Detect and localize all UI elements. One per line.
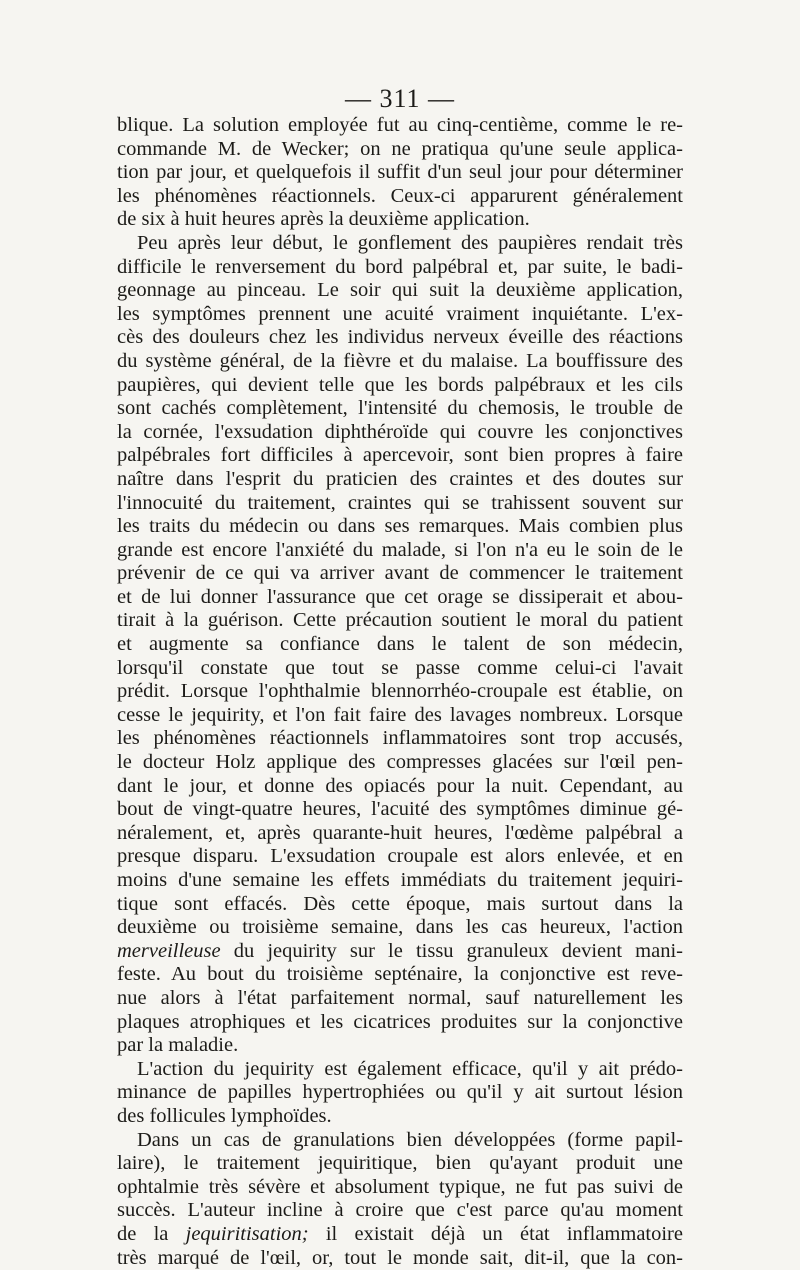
text-line: des follicules lymphoïdes. <box>117 1105 683 1129</box>
text-line: Peu après leur début, le gonflement des paupières rendait très <box>117 232 683 256</box>
text-line: sont cachés complètement, l'intensité du chemosis, le trouble de <box>117 397 683 421</box>
text-line: deuxième ou troisième semaine, dans les cas heureux, l'action <box>117 916 683 940</box>
text-line: commande M. de Wecker; on ne pratiqua qu'une seule applica- <box>117 138 683 162</box>
text-line: le docteur Holz applique des compresses glacées sur l'œil pen- <box>117 751 683 775</box>
text-line: succès. L'auteur incline à croire que c'est parce qu'au moment <box>117 1199 683 1223</box>
text-line: l'innocuité du traitement, craintes qui se trahissent souvent sur <box>117 492 683 516</box>
text-line: cesse le jequirity, et l'on fait faire des lavages nombreux. Lorsque <box>117 704 683 728</box>
text-line: L'action du jequirity est également efficace, qu'il y ait prédo- <box>117 1058 683 1082</box>
text-line: tion par jour, et quelquefois il suffit d'un seul jour pour déterminer <box>117 161 683 185</box>
text-line: blique. La solution employée fut au cinq-centième, comme le re- <box>117 114 683 138</box>
text-line: feste. Au bout du troisième septénaire, la conjonctive est reve- <box>117 963 683 987</box>
text-line: tirait à la guérison. Cette précaution soutient le moral du patient <box>117 609 683 633</box>
text-line: nue alors à l'état parfaitement normal, sauf naturellement les <box>117 987 683 1011</box>
text-line: laire), le traitement jequiritique, bien qu'ayant produit une <box>117 1152 683 1176</box>
text-line: naître dans l'esprit du praticien des craintes et des doutes sur <box>117 468 683 492</box>
text-line: difficile le renversement du bord palpébral et, par suite, le badi- <box>117 256 683 280</box>
text-line: cès des douleurs chez les individus nerveux éveille des réactions <box>117 326 683 350</box>
page-body <box>117 114 683 1270</box>
text-line: Dans un cas de granulations bien développées (forme papil- <box>117 1129 683 1153</box>
text-line: les symptômes prennent une acuité vraiment inquiétante. L'ex- <box>117 303 683 327</box>
italic-word: merveilleuse <box>117 940 221 962</box>
text-line: paupières, qui devient telle que les bords palpébraux et les cils <box>117 374 683 398</box>
text-line: par la maladie. <box>117 1034 683 1058</box>
text-line: les phénomènes réactionnels. Ceux-ci apparurent généralement <box>117 185 683 209</box>
text-line: minance de papilles hypertrophiées ou qu'il y ait surtout lésion <box>117 1081 683 1105</box>
text-line: du système général, de la fièvre et du malaise. La bouffissure des <box>117 350 683 374</box>
text-line: bout de vingt-quatre heures, l'acuité des symptômes diminue gé- <box>117 798 683 822</box>
text-line: ophtalmie très sévère et absolument typique, ne fut pas suivi de <box>117 1176 683 1200</box>
text-line: très marqué de l'œil, or, tout le monde sait, dit-il, que la con- <box>117 1247 683 1270</box>
text-line: néralement, et, après quarante-huit heures, l'œdème palpébral a <box>117 822 683 846</box>
text-line: grande est encore l'anxiété du malade, si l'on n'a eu le soin de le <box>117 539 683 563</box>
text-line: presque disparu. L'exsudation croupale est alors enlevée, et en <box>117 845 683 869</box>
text-line: de la jequiritisation; il existait déjà un état inflammatoire <box>117 1223 683 1247</box>
text-line: prédit. Lorsque l'ophthalmie blennorrhéo-croupale est établie, on <box>117 680 683 704</box>
text-line: les phénomènes réactionnels inflammatoires sont trop accusés, <box>117 727 683 751</box>
text-line: tique sont effacés. Dès cette époque, mais surtout dans la <box>117 893 683 917</box>
text-line: merveilleuse du jequirity sur le tissu granuleux devient mani- <box>117 940 683 964</box>
text-line: palpébrales fort difficiles à apercevoir, sont bien propres à faire <box>117 444 683 468</box>
italic-word: jequiritisation; <box>186 1223 309 1245</box>
text-line: de six à huit heures après la deuxième application. <box>117 208 683 232</box>
page-number: — 311 — <box>0 84 800 114</box>
text-line: les traits du médecin ou dans ses remarques. Mais combien plus <box>117 515 683 539</box>
text-line: moins d'une semaine les effets immédiats du traitement jequiri- <box>117 869 683 893</box>
text-line: et augmente sa confiance dans le talent de son médecin, <box>117 633 683 657</box>
text-line: dant le jour, et donne des opiacés pour la nuit. Cependant, au <box>117 775 683 799</box>
text-line: prévenir de ce qui va arriver avant de commencer le traitement <box>117 562 683 586</box>
text-line: et de lui donner l'assurance que cet orage se dissiperait et abou- <box>117 586 683 610</box>
text-line: plaques atrophiques et les cicatrices produites sur la conjonctive <box>117 1011 683 1035</box>
text-line: lorsqu'il constate que tout se passe comme celui-ci l'avait <box>117 657 683 681</box>
text-line: geonnage au pinceau. Le soir qui suit la deuxième application, <box>117 279 683 303</box>
text-line: la cornée, l'exsudation diphthéroïde qui couvre les conjonctives <box>117 421 683 445</box>
